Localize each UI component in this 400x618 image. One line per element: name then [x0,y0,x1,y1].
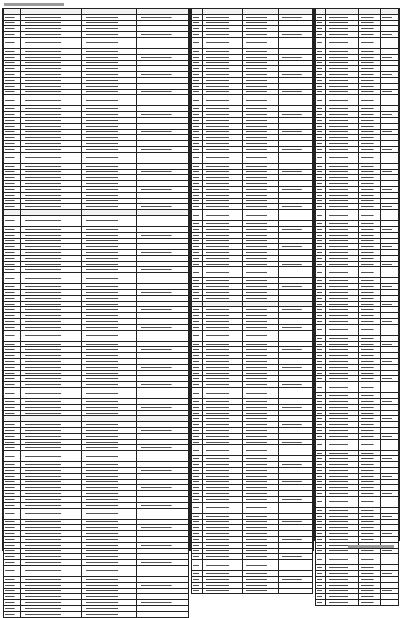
cell-note [380,267,398,278]
cell-name [20,451,81,462]
cell-amount [359,496,381,507]
cell-name [202,445,242,456]
cell-note [279,502,313,513]
cell-amount [359,382,381,393]
cell-note [279,330,313,341]
cell-seq [4,95,21,106]
table-row [192,95,313,106]
cell-amount [242,560,278,571]
cell-seq [4,388,21,399]
cell-seq [4,215,21,226]
cell-note [279,560,313,571]
cell-name [202,152,242,163]
table-row [4,273,189,284]
table-row [316,382,399,393]
cell-note [137,611,189,617]
cell-name [325,95,358,106]
cell-note [137,37,189,48]
table-row [316,37,399,48]
cell-amount [81,611,137,617]
cell-seq [4,330,21,341]
table-row [192,210,313,221]
cell-amount [81,95,137,106]
cell-note [137,330,189,341]
cell-note [380,210,398,221]
cell-name [20,330,81,341]
cell-amount [242,95,278,106]
ledger-panel-middle [190,8,314,551]
cell-name [20,565,81,576]
cell-name [20,388,81,399]
cell-note [279,267,313,278]
table-row [316,210,399,221]
table-row [4,451,189,462]
table-row [316,267,399,278]
cell-name [20,95,81,106]
cell-amount [81,37,137,48]
cell-name [20,215,81,226]
cell-note [137,273,189,284]
table-row [316,95,399,106]
table-row [192,588,313,594]
table-row [316,439,399,450]
cell-note [380,95,398,106]
table-row [192,560,313,571]
cell-name [20,273,81,284]
table-row [4,152,189,163]
table-row [192,152,313,163]
cell-amount [81,388,137,399]
cell-note [380,382,398,393]
cell-name [20,508,81,519]
table-row [316,496,399,507]
cell-note [137,215,189,226]
cell-seq [316,600,326,606]
cell-name [202,560,242,571]
cell-amount [81,451,137,462]
cell-amount [81,565,137,576]
cell-amount [81,215,137,226]
table-row [192,445,313,456]
cell-note [380,554,398,565]
cell-note [279,388,313,399]
cell-note [380,496,398,507]
cell-note [279,95,313,106]
cell-seq [192,330,203,341]
table-row [4,95,189,106]
cell-seq [316,95,326,106]
cell-amount [242,588,278,594]
cell-seq [4,152,21,163]
table-row [4,330,189,341]
cell-note [137,95,189,106]
cell-name [20,152,81,163]
cell-amount [81,152,137,163]
cell-name [202,95,242,106]
cell-name [325,152,358,163]
cell-note [137,565,189,576]
cell-name [325,210,358,221]
table-row [192,37,313,48]
table-row [4,388,189,399]
cell-seq [192,445,203,456]
cell-name [202,37,242,48]
cell-amount [242,267,278,278]
cell-amount [242,388,278,399]
table-row [4,508,189,519]
table-row [316,324,399,335]
cell-amount [242,210,278,221]
cell-amount [359,95,381,106]
cell-seq [316,382,326,393]
table-row [4,37,189,48]
cell-note [380,324,398,335]
cell-seq [192,560,203,571]
table-row [4,611,189,617]
cell-note [137,508,189,519]
cell-seq [316,37,326,48]
ledger-panel-right [314,8,400,541]
cell-amount [242,445,278,456]
cell-seq [316,267,326,278]
cell-note [137,388,189,399]
table-row [192,330,313,341]
cell-note [137,451,189,462]
cell-note [380,37,398,48]
ledger-table-middle [191,8,313,594]
ledger-table-left [3,8,189,618]
cell-amount [81,273,137,284]
cell-name [202,502,242,513]
cell-seq [4,273,21,284]
table-row [4,215,189,226]
cell-seq [192,95,203,106]
cell-seq [316,496,326,507]
cell-seq [4,565,21,576]
page-header-mark [4,3,64,6]
cell-name [325,439,358,450]
cell-name [202,388,242,399]
cell-seq [192,37,203,48]
cell-seq [4,611,21,617]
table-row [316,152,399,163]
cell-name [325,600,358,606]
cell-note [279,445,313,456]
cell-seq [192,388,203,399]
cell-name [325,554,358,565]
cell-amount [242,37,278,48]
cell-note [279,210,313,221]
cell-seq [192,588,203,594]
cell-name [325,496,358,507]
cell-amount [242,330,278,341]
cell-name [202,210,242,221]
table-row [192,267,313,278]
cell-name [325,267,358,278]
cell-note [380,152,398,163]
cell-amount [242,502,278,513]
page-header [4,1,64,8]
cell-amount [359,152,381,163]
cell-amount [359,554,381,565]
page-footer [348,543,394,550]
cell-name [20,611,81,617]
cell-seq [316,554,326,565]
cell-note [380,439,398,450]
cell-name [202,267,242,278]
cell-seq [4,37,21,48]
cell-amount [242,152,278,163]
cell-amount [359,210,381,221]
cell-seq [192,502,203,513]
cell-seq [4,508,21,519]
ledger-table-right [315,8,399,606]
cell-name [202,330,242,341]
cell-note [380,600,398,606]
table-row [316,554,399,565]
cell-seq [192,210,203,221]
cell-seq [316,324,326,335]
cell-seq [192,267,203,278]
table-row [192,388,313,399]
cell-amount [359,600,381,606]
cell-name [325,382,358,393]
table-row [316,600,399,606]
cell-note [137,152,189,163]
cell-name [20,37,81,48]
cell-amount [359,37,381,48]
cell-note [279,152,313,163]
table-row [4,565,189,576]
table-row [192,502,313,513]
cell-amount [81,330,137,341]
cell-seq [4,451,21,462]
cell-seq [316,152,326,163]
cell-amount [359,324,381,335]
cell-note [279,37,313,48]
cell-name [202,588,242,594]
cell-name [325,37,358,48]
cell-seq [316,210,326,221]
cell-amount [81,508,137,519]
page-footer-mark [348,545,394,548]
cell-amount [359,267,381,278]
cell-note [279,588,313,594]
cell-amount [359,439,381,450]
cell-seq [192,152,203,163]
cell-name [325,324,358,335]
cell-seq [316,439,326,450]
ledger-panel-left [2,8,190,551]
